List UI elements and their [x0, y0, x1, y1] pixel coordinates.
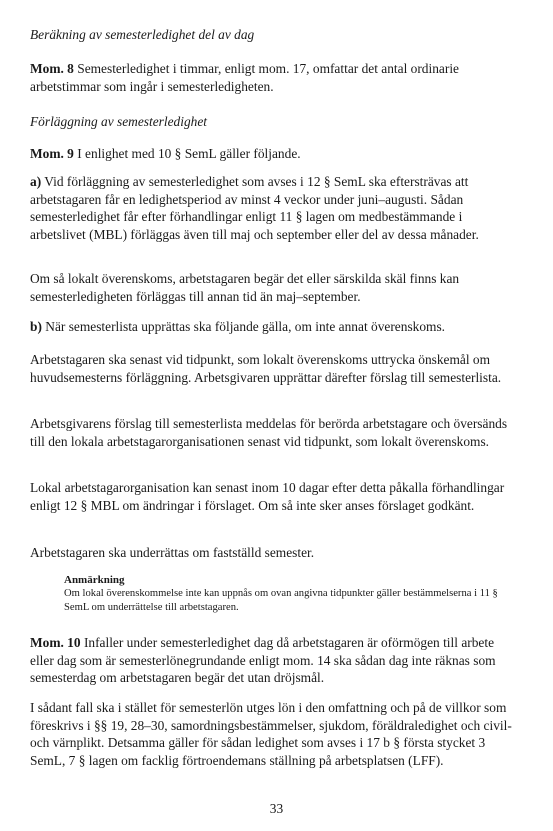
mom-8-text: Semesterledighet i timmar, enligt mom. 17, omfattar det antal ordinarie arbetstimmar som ingår i semesterledigheten. [30, 61, 459, 94]
section-heading-placement: Förläggning av semesterledighet [30, 114, 208, 129]
paragraph-mom-10 [30, 634, 515, 687]
paragraph-item-b [30, 318, 515, 336]
paragraph-negotiation: Lokal arbetstagarorganisation kan senast inom 10 dagar efter detta påkalla förhandlingar enligt 12 § MBL om ändringar i förslaget. Om så inte sker anses förslaget godkänt. [30, 480, 505, 513]
paragraph-item-a [30, 173, 515, 243]
mom-9-text: I enlighet med 10 § SemL gäller följande. [77, 146, 301, 161]
note-box [64, 573, 516, 615]
page-number: 33 [269, 801, 284, 816]
paragraph-mom-9 [30, 145, 515, 163]
note-text: Om lokal överenskommelse inte kan uppnås om ovan angivna tidpunkter gäller bestämmelserna i 11 § SemL om underrättelse till arbetstagaren. [64, 588, 498, 613]
paragraph-salary-instead: I sådant fall ska i stället för semesterlön utges lön i den omfattning och på de villkor som föreskrivs i §§ 19, 28–30, samordningsbestämmelser, sjukdom, föräldraledighet och civil- och värnplikt. Detsamma gäller för sådan ledighet som avses i 17 b § första stycket 3 SemL, 7 § lagen om facklig förtroendemans ställning på arbetsplatsen (LFF). [30, 700, 512, 768]
item-a-text: Vid förläggning av semesterledighet som avses i 12 § SemL ska eftersträvas att arbetstagaren får en ledighetsperiod av minst 4 veckor under juni–augusti. Sådan semesterledighet får efter förhandlingar enligt 11 § lagen om medbestämmande i arbetslivet (MBL) förläggas även till maj och september eller del av dessa månader. [30, 174, 479, 242]
mom-10-label: Mom. 10 [30, 635, 81, 650]
item-b-label: b) [30, 319, 42, 334]
paragraph-notification: Arbetstagaren ska underrättas om fastställd semester. [30, 545, 315, 560]
paragraph-employer-proposal: Arbetsgivarens förslag till semesterlista meddelas för berörda arbetstagare och översänds till den lokala arbetstagarorganisationen senast vid tidpunkt, som lokalt överenskoms. [30, 416, 508, 449]
paragraph-mom-8 [30, 60, 515, 95]
mom-10-text: Infaller under semesterledighet dag då arbetstagaren är oförmögen till arbete eller dag som är semesterlönegrundande enligt mom. 14 ska sådan dag inte räknas som semesterdag om arbetstagaren begär det utan dröjsmål. [30, 635, 496, 686]
section-heading-calculation: Beräkning av semesterledighet del av dag [30, 27, 255, 42]
note-title: Anmärkning [64, 574, 125, 586]
item-b-text: När semesterlista upprättas ska följande gälla, om inte annat överenskoms. [45, 319, 446, 334]
mom-8-label: Mom. 8 [30, 61, 74, 76]
paragraph-local-agreement: Om så lokalt överenskoms, arbetstagaren begär det eller särskilda skäl finns kan semesterledigheten förläggas till annan tid än maj–september. [30, 271, 460, 304]
item-a-label: a) [30, 174, 42, 189]
paragraph-employee-wishes: Arbetstagaren ska senast vid tidpunkt, som lokalt överenskoms uttrycka önskemål om huvudsemesterns förläggning. Arbetsgivaren upprättar därefter förslag till semesterlista. [30, 352, 502, 385]
mom-9-label: Mom. 9 [30, 146, 74, 161]
